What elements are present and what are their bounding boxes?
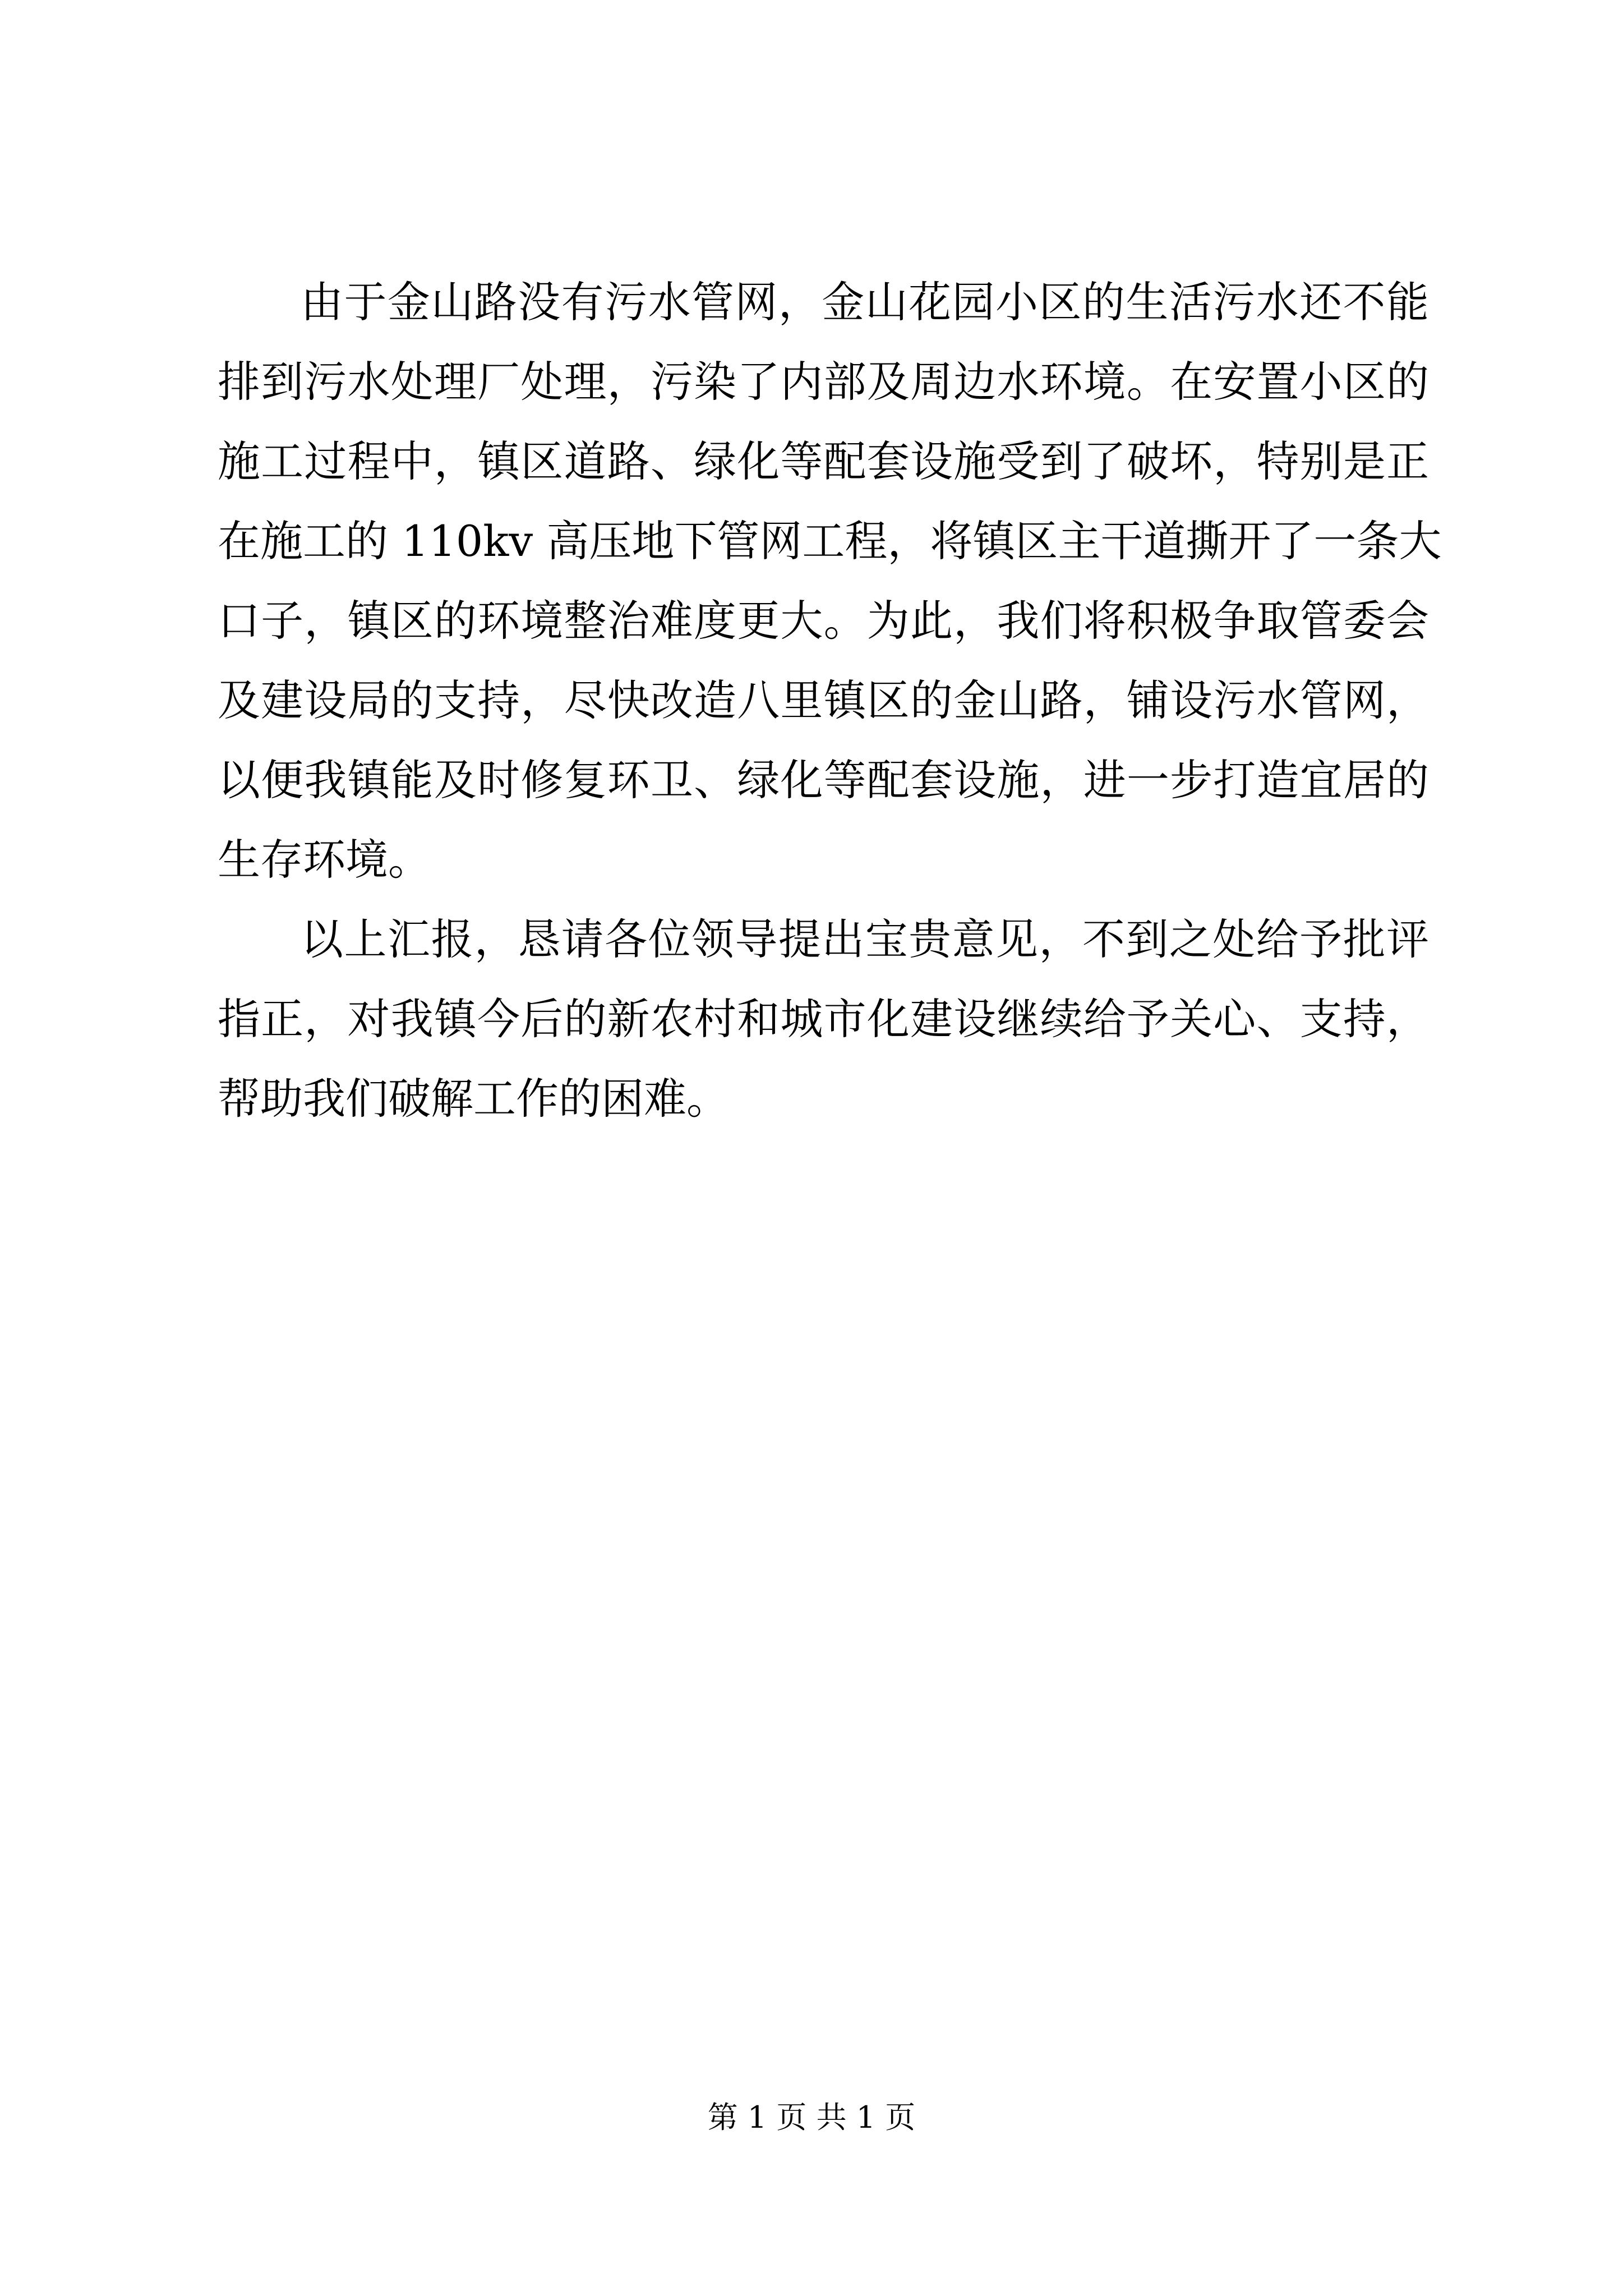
paragraph-line: 施工过程中，镇区道路、绿化等配套设施受到了破坏，特别是正 [218, 436, 1429, 486]
paragraph-line: 在施工的 110kv 高压地下管网工程，将镇区主干道撕开了一条大 [218, 516, 1442, 566]
paragraph-line: 由于金山路没有污水管网，金山花园小区的生活污水还不能 [301, 277, 1429, 327]
paragraph-line: 以上汇报，恳请各位领导提出宝贵意见，不到之处给予批评 [301, 914, 1429, 964]
page-number-footer: 第 1 页 共 1 页 [707, 2100, 916, 2135]
paragraph-line: 帮助我们破解工作的困难。 [218, 1074, 729, 1124]
paragraph-line: 口子，镇区的环境整治难度更大。为此，我们将积极争取管委会 [218, 596, 1429, 646]
paragraph-line: 生存环境。 [218, 835, 431, 885]
paragraph-2 [218, 900, 1429, 1139]
paragraph-line: 及建设局的支持，尽快改造八里镇区的金山路，铺设污水管网， [218, 675, 1429, 725]
document-body [218, 263, 1442, 1139]
paragraph-line: 排到污水处理厂处理，污染了内部及周边水环境。在安置小区的 [218, 357, 1429, 407]
paragraph-line: 以便我镇能及时修复环卫、绿化等配套设施，进一步打造宜居的 [218, 755, 1429, 805]
paragraph-1 [218, 263, 1442, 900]
paragraph-line: 指正，对我镇今后的新农村和城市化建设继续给予关心、支持， [218, 994, 1429, 1044]
